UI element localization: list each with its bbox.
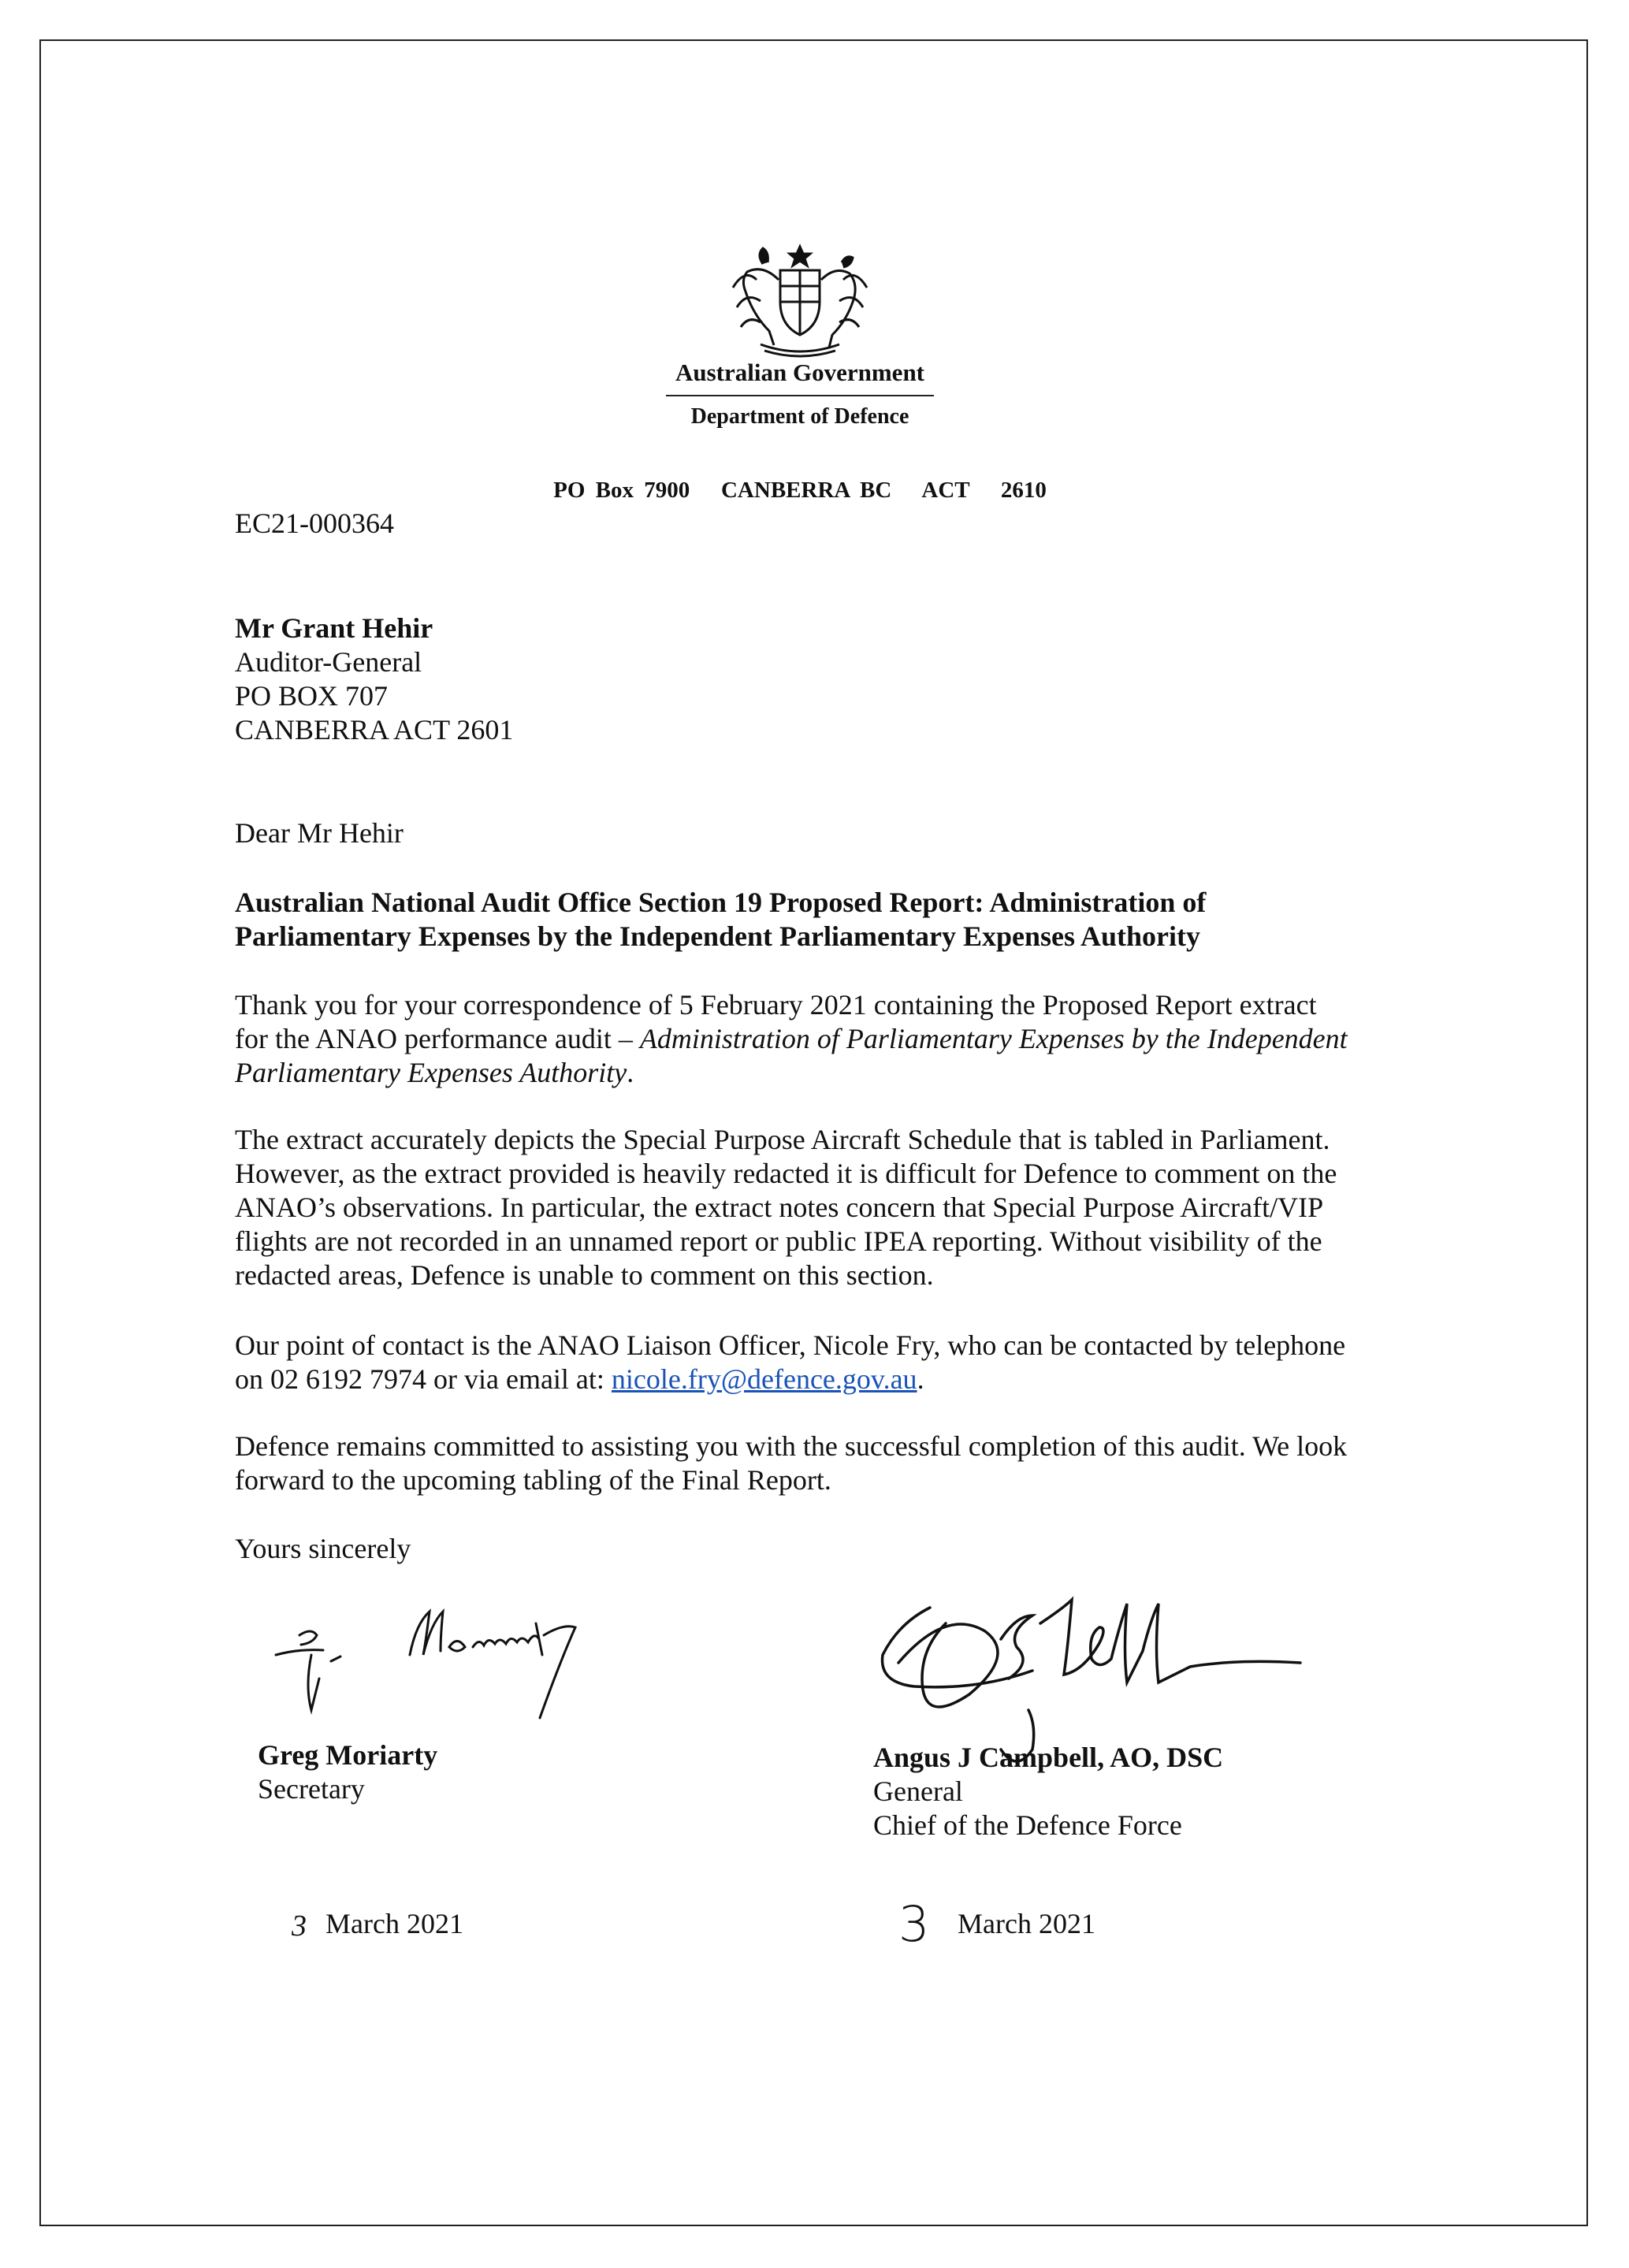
body-paragraph-2: The extract accurately depicts the Special Purpose Aircraft Schedule that is tabled in Parliament. However, as the extract provided is heavily redacted it is difficult for Defence to comment on the ANAO’s observations. In particular, the extract notes concern that Special Purpose Aircraft/VIP flights are not recorded in an unnamed report or public IPEA reporting. Without visibility of the redacted areas, Defence is unable to comment on this section. (235, 1124, 1337, 1291)
closing: Yours sincerely (235, 1533, 411, 1564)
signatory-right-rank: General (873, 1775, 963, 1807)
signature-moriarty (252, 1592, 662, 1734)
letterhead-divider (666, 395, 934, 396)
body-paragraph-1-text: Thank you for your correspondence of 5 February 2021 containing the Proposed Report extract for the ANAO performance audit – (235, 989, 1317, 1054)
body-paragraph-1-end: . (627, 1057, 634, 1088)
coat-of-arms-icon (717, 240, 883, 359)
signatory-left-title: Secretary (258, 1773, 365, 1805)
signatory-left-date-day: 3 (292, 1909, 307, 1943)
recipient-address-line1: PO BOX 707 (235, 680, 389, 712)
body-paragraph-1 (235, 988, 1354, 1090)
signatory-right-date-day: 3 (898, 1895, 930, 1953)
body-paragraph-4: Defence remains committed to assisting you with the successful completion of this audit. We look forward to the upcoming tabling of the Final Report. (235, 1430, 1348, 1496)
letterhead-address: PO Box 7900 CANBERRA BC ACT 2610 (553, 478, 1047, 503)
letterhead-government: Australian Government (675, 359, 925, 386)
recipient-address-line2: CANBERRA ACT 2601 (235, 714, 514, 745)
body-paragraph-3 (235, 1329, 1354, 1396)
subject-line-2: Parliamentary Expenses by the Independent Parliamentary Expenses Authority (235, 920, 1201, 952)
body-paragraph-3-end: . (917, 1363, 924, 1395)
subject-line-1: Australian National Audit Office Section 19 Proposed Report: Administration of (235, 887, 1207, 918)
salutation: Dear Mr Hehir (235, 817, 404, 849)
reference-number: EC21-000364 (235, 508, 394, 539)
body-paragraph-3-text: Our point of contact is the ANAO Liaison Officer, Nicole Fry, who can be contacted by telephone on 02 6192 7974 or via email at: (235, 1329, 1346, 1395)
recipient-title: Auditor-General (235, 646, 422, 678)
recipient-name: Mr Grant Hehir (235, 612, 433, 644)
signatory-right-date: March 2021 (958, 1908, 1095, 1939)
signatory-left-date: March 2021 (325, 1908, 463, 1939)
contact-email-link[interactable]: nicole.fry@defence.gov.au (611, 1363, 917, 1395)
audit-title: Administration of Parliamentary Expenses by the Independent Parliamentary Expenses Authority (235, 1023, 1348, 1088)
signatory-right-name: Angus J Campbell, AO, DSC (873, 1742, 1224, 1773)
signatory-left-name: Greg Moriarty (258, 1739, 438, 1771)
letterhead-department: Department of Defence (690, 404, 909, 429)
signatory-right-title: Chief of the Defence Force (873, 1809, 1182, 1841)
